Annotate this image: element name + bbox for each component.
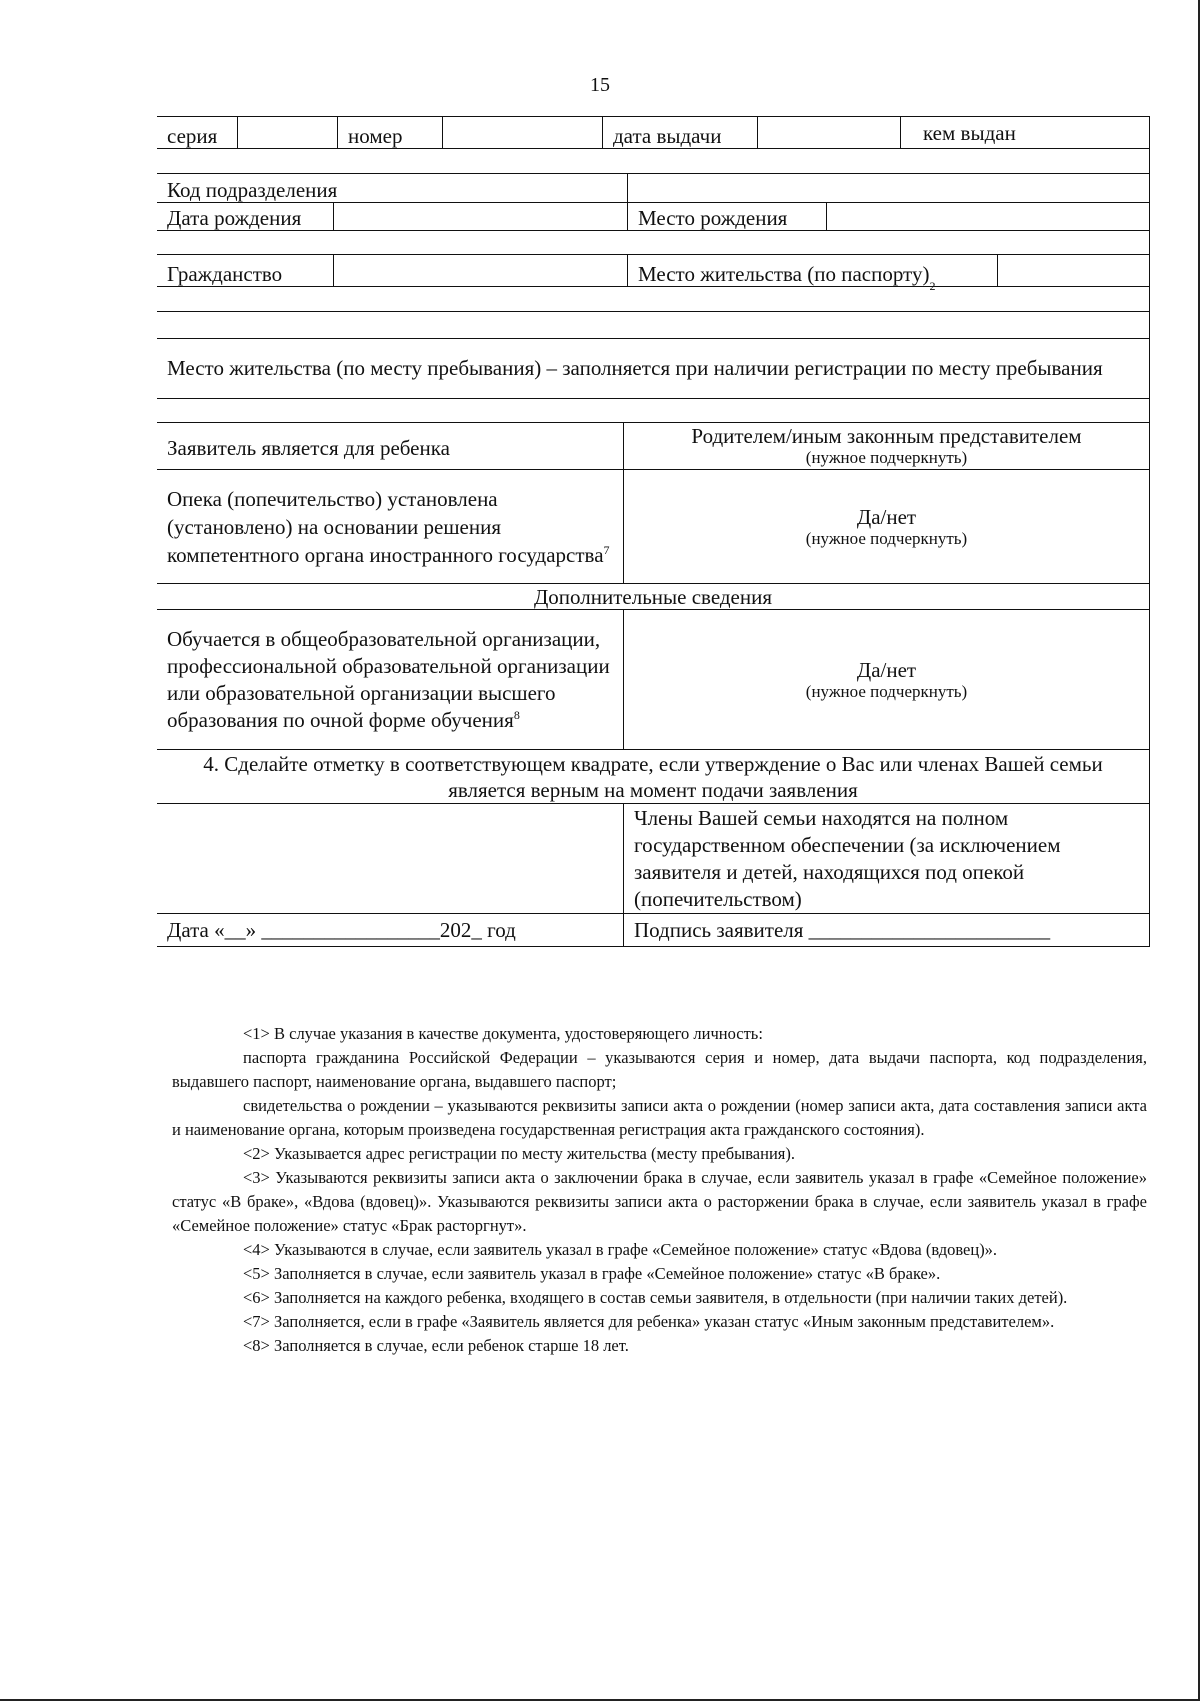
footnote-ref-7: 7: [603, 542, 610, 557]
footnote-2: <2> Указывается адрес регистрации по месту жительства (месту пребывания).: [243, 1144, 795, 1163]
footnote-5: <5> Заполняется в случае, если заявитель указал в графе «Семейное положение» статус «В браке».: [243, 1264, 941, 1283]
family-support-text: Члены Вашей семьи находятся на полном государственном обеспечении (за исключением заявителя и детей, находящихся под опекой (попечительством): [623, 804, 1149, 913]
studies-label: [157, 610, 623, 749]
issued-by-field-row[interactable]: [157, 149, 1149, 174]
residence-stay-row: [157, 339, 1149, 399]
issue-date-field[interactable]: [757, 117, 900, 148]
applicant-status-hint: (нужное подчеркнуть): [805, 448, 968, 468]
applicant-status-row: [157, 423, 1149, 470]
residence-passport-label: Место жительства (по паспорту) 2: [627, 255, 997, 286]
studies-text: Обучается в общеобразовательной организации, профессиональной образовательной организации или образовательной организации высшего образования по очной форме обучения: [167, 626, 610, 732]
applicant-status-cell: [623, 423, 1149, 469]
issued-by-label: кем выдан: [900, 117, 1149, 148]
guardianship-row: [157, 470, 1149, 584]
application-form-table: [157, 116, 1150, 947]
footnote-1a: паспорта гражданина Российской Федерации – указываются серия и номер, дата выдачи паспорта, код подразделения, выдавшего паспорт, наименование органа, выдавшего паспорт;: [172, 1048, 1147, 1091]
footnote-3: <3> Указываются реквизиты записи акта о заключении брака в случае, если заявитель указал в графе «Семейное положение» статус «В браке», «Вдова (вдовец)». Указываются реквизиты записи акта о расторжении брака в случае, если заявитель указал в графе «Семейное положение» статус «Брак расторгнут».: [172, 1168, 1147, 1235]
applicant-for-child-label: Заявитель является для ребенка: [167, 435, 450, 460]
footnote-6: <6> Заполняется на каждого ребенка, входящего в состав семьи заявителя, в отдельности (при наличии таких детей).: [243, 1288, 1068, 1307]
additional-info-heading: Дополнительные сведения: [533, 584, 772, 609]
studies-hint: (нужное подчеркнуть): [805, 681, 968, 701]
dept-code-field[interactable]: [627, 174, 1149, 202]
footnote-1b: свидетельства о рождении – указываются реквизиты записи акта о рождении (номер записи акта, дата составления записи акта и наименование органа, которым произведена государственная регистрация акта гражданского состояния).: [172, 1096, 1147, 1139]
guardianship-hint: (нужное подчеркнуть): [805, 528, 968, 548]
passport-row: [157, 117, 1149, 149]
birth-place-label: Место рождения: [627, 203, 826, 230]
series-label: серия: [167, 123, 218, 148]
family-support-checkbox-cell[interactable]: [157, 804, 623, 913]
dept-code-label: Код подразделения: [167, 177, 338, 202]
signature-line[interactable]: Подпись заявителя _______________________: [623, 914, 1149, 946]
citizenship-label: Гражданство: [167, 261, 283, 286]
section4-row: [157, 750, 1149, 804]
birth-place-field-row[interactable]: [157, 231, 1149, 255]
footnote-8: <8> Заполняется в случае, если ребенок старше 18 лет.: [243, 1336, 629, 1355]
guardianship-yes-no[interactable]: Да/нет: [856, 504, 917, 529]
citizenship-field[interactable]: [333, 255, 627, 286]
birth-row: [157, 203, 1149, 231]
footnote-7: <7> Заполняется, если в графе «Заявитель является для ребенка» указан статус «Иным законным представителем».: [243, 1312, 1055, 1331]
footnotes: [172, 1022, 1147, 1358]
birth-place-field[interactable]: [826, 203, 1149, 230]
series-field[interactable]: [237, 117, 337, 148]
footnote-4: <4> Указываются в случае, если заявитель указал в графе «Семейное положение» статус «Вдова (вдовец)».: [243, 1240, 998, 1259]
guardianship-label: [157, 470, 623, 583]
residence-passport-field-row-1[interactable]: [157, 287, 1149, 312]
guardianship-answer-cell: [623, 470, 1149, 583]
birth-date-field[interactable]: [333, 203, 627, 230]
issue-date-label: дата выдачи: [602, 117, 757, 148]
birth-date-label: Дата рождения: [167, 205, 302, 230]
residence-passport-field-row-2[interactable]: [157, 312, 1149, 339]
residence-stay-label: Место жительства (по месту пребывания) – заполняется при наличии регистрации по месту пребывания: [167, 356, 1103, 380]
applicant-status-options[interactable]: Родителем/иным законным представителем: [691, 424, 1082, 449]
number-label: номер: [337, 117, 442, 148]
family-support-row: [157, 804, 1149, 914]
guardianship-text: Опека (попечительство) установлена (установлено) на основании решения компетентного органа иностранного государства: [167, 486, 604, 567]
residence-passport-text: Место жительства (по паспорту): [638, 261, 930, 286]
number-field[interactable]: [442, 117, 602, 148]
residence-passport-field[interactable]: [997, 255, 1149, 286]
studies-row: [157, 610, 1149, 750]
date-line[interactable]: Дата «__» _________________202_ год: [167, 917, 516, 942]
studies-answer-cell: [623, 610, 1149, 749]
page-number: 15: [590, 74, 610, 96]
residence-stay-field-row[interactable]: [157, 399, 1149, 423]
footnote-ref-8: 8: [513, 707, 520, 722]
studies-yes-no[interactable]: Да/нет: [856, 657, 917, 682]
footnote-1: <1> В случае указания в качестве документа, удостоверяющего личность:: [243, 1024, 763, 1043]
citizenship-row: [157, 255, 1149, 293]
date-signature-row: [157, 914, 1149, 947]
dept-code-row: [157, 174, 1149, 203]
additional-info-row: [157, 584, 1149, 610]
section4-text: 4. Сделайте отметку в соответствующем квадрате, если утверждение о Вас или членах Вашей семьи является верным на момент подачи заявления: [203, 751, 1103, 802]
